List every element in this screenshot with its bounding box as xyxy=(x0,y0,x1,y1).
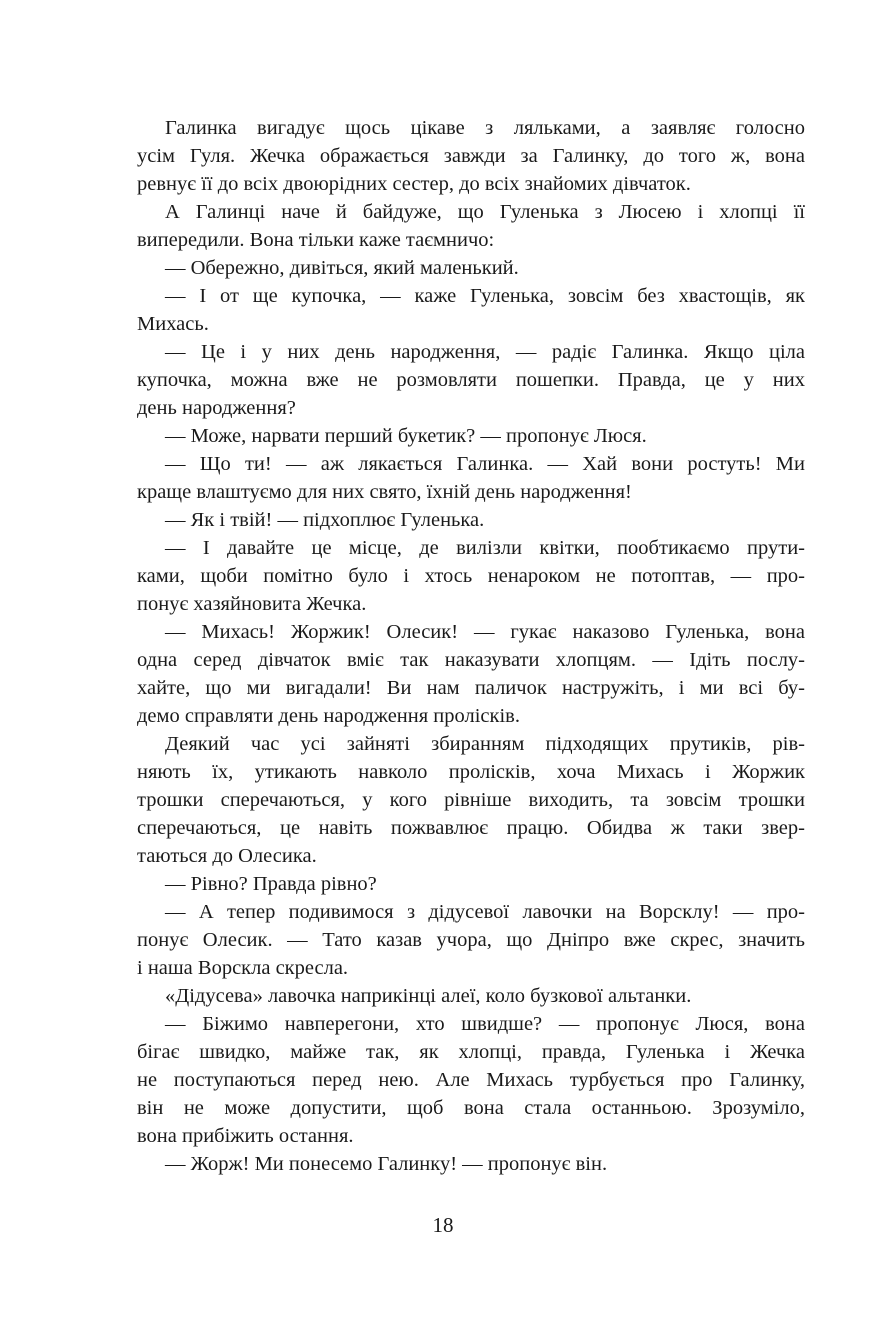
text-line: випередили. Вона тільки каже таємничо: xyxy=(137,229,495,251)
text-line: хайте, що ми вигадали! Ви нам паличок настружіть, і ми всі бу- xyxy=(137,677,805,699)
text-line: одна серед дівчаток вміє так наказувати хлопцям. — Ідіть послу- xyxy=(137,649,805,671)
text-line: — Біжимо навперегони, хто швидше? — пропонує Люся, вона xyxy=(165,1013,805,1035)
text-line: — А тепер подивимося з дідусевої лавочки на Ворсклу! — про- xyxy=(165,901,805,923)
text-line: — Жорж! Ми понесемо Галинку! — пропонує він. xyxy=(165,1153,608,1175)
text-line: — Це і у них день народження, — радіє Галинка. Якщо ціла xyxy=(165,341,805,363)
text-line: ками, щоби помітно було і хтось ненароком не потоптав, — про- xyxy=(137,565,805,587)
text-line: — І от ще купочка, — каже Гуленька, зовсім без хвастощів, як xyxy=(165,285,805,307)
text-line: — Може, нарвати перший букетик? — пропонує Люся. xyxy=(165,425,647,447)
text-line: — Як і твій! — підхоплює Гуленька. xyxy=(165,509,485,531)
text-line: день народження? xyxy=(137,397,296,419)
text-line: ревнує її до всіх двоюрідних сестер, до всіх знайомих дівчаток. xyxy=(137,173,691,195)
text-line: трошки сперечаються, у кого рівніше виходить, та зовсім трошки xyxy=(137,789,805,811)
text-line: — Що ти! — аж лякається Галинка. — Хай вони ростуть! Ми xyxy=(165,453,805,475)
text-line: — Обережно, дивіться, який маленький. xyxy=(165,257,519,279)
text-line: він не може допустити, щоб вона стала останньою. Зрозуміло, xyxy=(137,1097,805,1119)
page-number: 18 xyxy=(432,1213,454,1237)
body-text xyxy=(137,114,805,1178)
text-line: — Михась! Жоржик! Олесик! — гукає наказово Гуленька, вона xyxy=(165,621,805,643)
text-line: і наша Ворскла скресла. xyxy=(137,957,349,979)
text-line: — І давайте це місце, де вилізли квітки, пообтикаємо прути- xyxy=(165,537,805,559)
text-line: вона прибіжить остання. xyxy=(137,1125,354,1147)
text-line: Михась. xyxy=(137,313,209,335)
text-line: А Галинці наче й байдуже, що Гуленька з Люсею і хлопці її xyxy=(165,201,805,223)
text-line: понує Олесик. — Тато казав учора, що Дніпро вже скрес, значить xyxy=(137,929,805,951)
text-line: таються до Олесика. xyxy=(137,845,317,867)
text-line: понує хазяйновита Жечка. xyxy=(137,593,367,615)
text-line: усім Гуля. Жечка ображається завжди за Галинку, до того ж, вона xyxy=(137,145,805,167)
text-line: Деякий час усі зайняті збиранням підходящих прутиків, рів- xyxy=(165,733,805,755)
text-line: краще влаштуємо для них свято, їхній день народження! xyxy=(137,481,632,503)
text-line: бігає швидко, майже так, як хлопці, правда, Гуленька і Жечка xyxy=(137,1041,805,1063)
text-line: «Дідусева» лавочка наприкінці алеї, коло бузкової альтанки. xyxy=(165,985,692,1007)
text-line: няють їх, утикають навколо пролісків, хоча Михась і Жоржик xyxy=(137,761,805,783)
text-line: купочка, можна вже не розмовляти пошепки. Правда, це у них xyxy=(137,369,805,391)
text-line: не поступаються перед нею. Але Михась турбується про Галинку, xyxy=(137,1069,805,1091)
text-line: — Рівно? Правда рівно? xyxy=(165,873,377,895)
text-line: сперечаються, це навіть пожвавлює працю. Обидва ж таки звер- xyxy=(137,817,805,839)
text-line: демо справляти день народження пролісків. xyxy=(137,705,520,727)
text-line: Галинка вигадує щось цікаве з ляльками, а заявляє голосно xyxy=(165,117,805,139)
